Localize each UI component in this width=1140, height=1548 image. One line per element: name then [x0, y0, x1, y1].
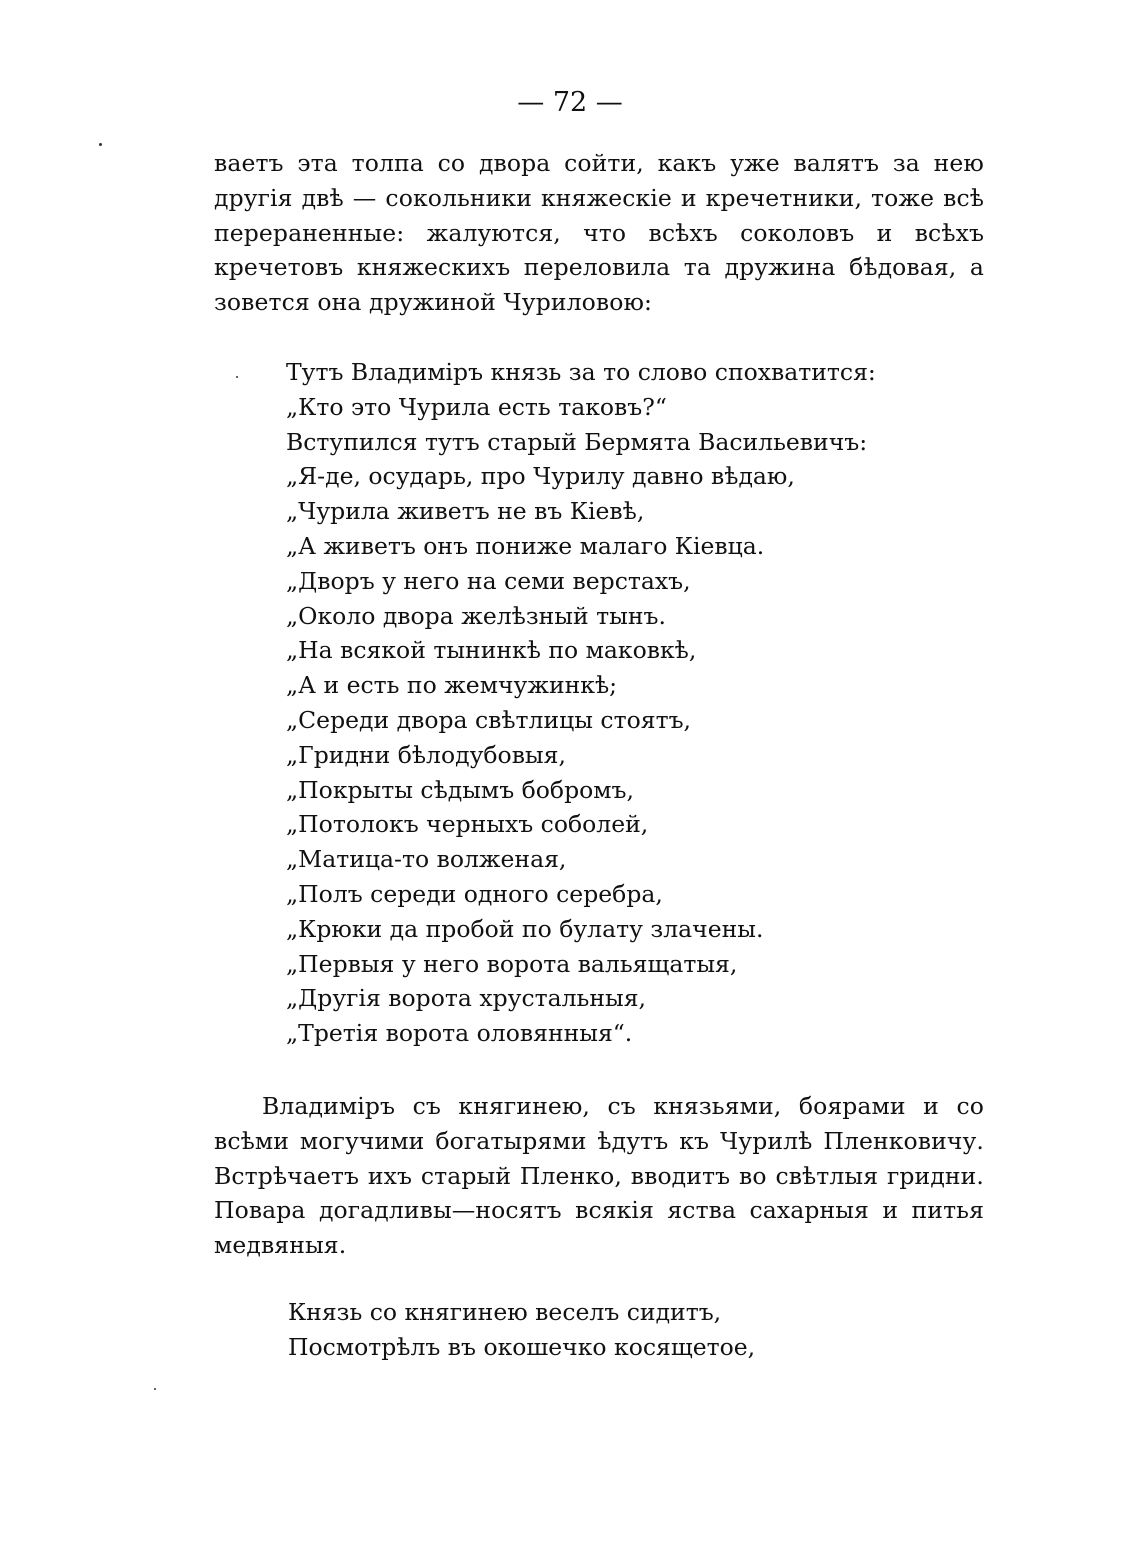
verse-line: Посмотрѣлъ въ окошечко косящетое, [288, 1332, 756, 1361]
prose-paragraph-2 [214, 1089, 984, 1263]
verse-block-1 [286, 355, 876, 1051]
verse-line: „На всякой тынинкѣ по маковкѣ, [286, 636, 697, 665]
verse-block-2 [288, 1295, 755, 1365]
verse-line: „Полъ середи одного серебра, [286, 879, 663, 908]
verse-line: Тутъ Владиміръ князь за то слово спохватится: [286, 358, 876, 386]
verse-line: „Я-де, осударь, про Чурилу давно вѣдаю, [286, 462, 795, 491]
verse-line: „Дворъ у него на семи верстахъ, [286, 566, 691, 595]
print-speck [236, 376, 238, 378]
print-speck [99, 143, 102, 146]
verse-line: „Крюки да пробой по булату злачены. [286, 914, 764, 943]
verse-line: „Другія ворота хрустальныя, [286, 984, 647, 1013]
verse-line: „Покрыты сѣдымъ бобромъ, [286, 775, 634, 804]
verse-line: „Первыя у него ворота вальящатыя, [286, 949, 738, 978]
verse-line: Вступился тутъ старый Бермята Васильевичъ: [286, 427, 868, 456]
verse-line: „Середи двора свѣтлицы стоятъ, [286, 705, 691, 734]
verse-line: „Чурила живетъ не въ Кіевѣ, [286, 497, 645, 526]
verse-line: „Матица-то волженая, [286, 845, 567, 874]
print-speck [154, 1388, 156, 1390]
verse-line: „А и есть по жемчужинкѣ; [286, 671, 618, 700]
verse-line: „Потолокъ черныхъ соболей, [286, 810, 649, 839]
prose-paragraph-1: ваетъ эта толпа со двора сойти, какъ уже валятъ за нею другія двѣ — сокольники княжескіе и кречетники, тоже всѣ перераненные: жалуются, что всѣхъ соколовъ и всѣхъ кречетовъ княжескихъ переловила та дружина бѣдовая, а зовется она дружиной Чуриловою: [214, 149, 984, 317]
verse-line: Князь со княгинею веселъ сидитъ, [288, 1298, 722, 1326]
prose-paragraph-2-text: Владиміръ съ княгинею, съ князьями, боярами и со всѣми могучими богатырями ѣдутъ къ Чурилѣ Пленковичу. Встрѣчаетъ ихъ старый Пленко, вводитъ во свѣтлыя гридни. Повара догадливы—носятъ всякія яства сахарныя и питья медвяныя. [214, 1092, 984, 1260]
page-number: — 72 — [517, 87, 623, 118]
verse-line: „Около двора желѣзный тынъ. [286, 601, 666, 630]
verse-line: „Третія ворота оловянныя“. [286, 1019, 633, 1048]
verse-line: „Гридни бѣлодубовыя, [286, 740, 566, 769]
verse-line: „Кто это Чурила есть таковъ?“ [286, 392, 667, 421]
verse-line: „А живетъ онъ пониже малаго Кіевца. [286, 531, 765, 560]
